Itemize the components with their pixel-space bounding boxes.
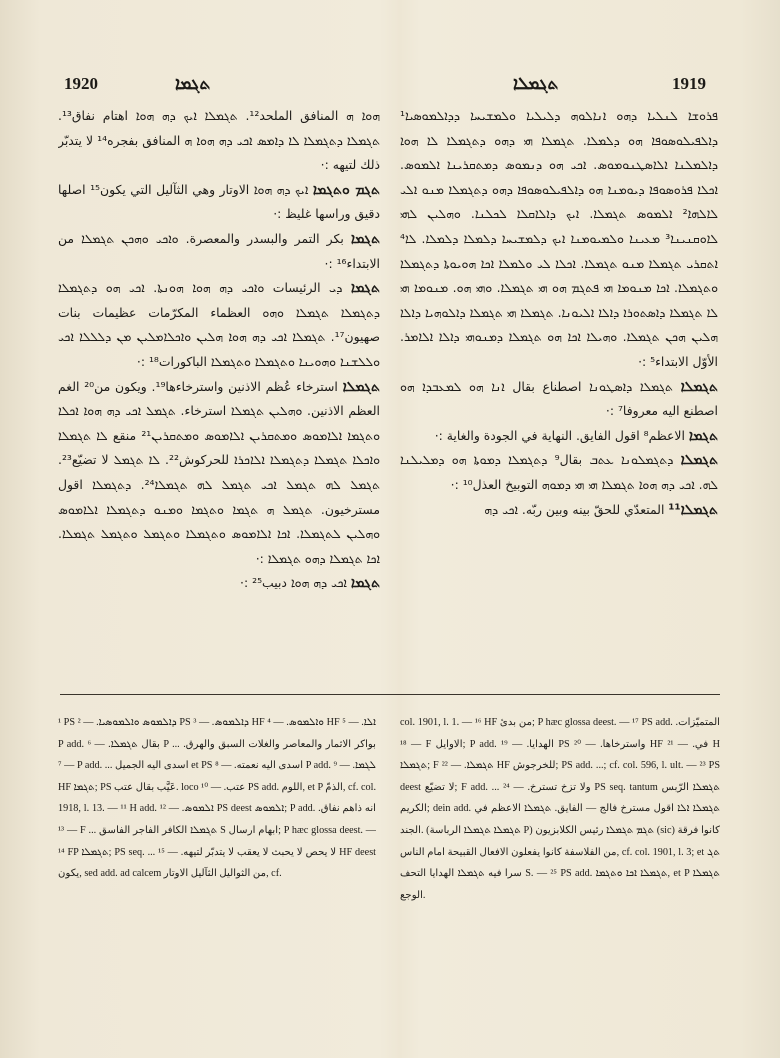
entry-headword: ܬܓܡ ܘܬܓܡܐ	[312, 181, 380, 198]
left-page-number: 1920	[64, 74, 98, 93]
entry-text: ܬܓܡܠܐ ܕܐܣܛܘܢܐ اصطناع بقال ܐܢܐ ܗܘ ܠܡܥܒܕܐ ܗܘ اصطنع اليه معروفا⁷ :·	[400, 378, 718, 419]
entry-headword: ܬܓܡܐ	[350, 575, 380, 592]
left-running-headword: ܬܓܡܐ	[175, 74, 211, 94]
entry-paragraph	[400, 104, 718, 375]
entry-headword: ܬܓܡܠܐ	[680, 452, 718, 469]
footnote-divider	[60, 694, 720, 695]
entry-text: ܗܘܐ ܗ المنافق الملحد¹². ܬܓܡܠܐ ܐܝܟ ܕܗ ܗܘܐ اهتام نفاق¹³. ܬܓܡܠܐ ܕܬܓܡܠܐ ܠܐ ܕܐܡܣ ܐܟܝ ܕܗ ܗܘܐ ܗ المنافق بفجره¹⁴ لا يتدبّر ذلك لتيهه :·	[58, 108, 380, 173]
entry-headword: ܬܓܡܐ	[350, 230, 380, 247]
entry-paragraph	[400, 448, 718, 497]
entry-headword: ܬܓܡܠܐ	[680, 378, 718, 395]
entry-headword: ܬܓܡܠܐ	[342, 378, 380, 395]
footnotes-right	[400, 712, 720, 1030]
right-page-number: 1919	[672, 74, 706, 93]
left-text-column	[58, 104, 380, 684]
entry-paragraph	[58, 227, 380, 276]
entry-paragraph	[58, 375, 380, 572]
entry-text: ܕܬܓܡܠܘܢܐ ܥܬܒ بقال⁹ ܕܬܓܡܠܐ ܕܡܘܬܐ ܗܘ ܕܡܠܝܠܢܐ ܠܗ. ܐܟܝ ܕܗ ܗܘܐ ܬܓܡܠܐ ܗܝ ܗܝ ܕܡܘܗ التوبيخ العذل¹⁰ :·	[400, 452, 718, 492]
entry-text: بكر التمر والبسدر والمعصرة. ܘܐܟܝ ܘܗܟܢ ܬܓܡܠܐ من الابتداء¹⁶ :·	[58, 230, 380, 271]
entry-text: ܐܝܟ ܕܗ ܗܘܐ الاوتار وهي الثآليل التي يكون¹⁵ اصلها دقيق وراسها غليظ :·	[58, 181, 380, 222]
footnote-block: col. 1901, l. 1. — ¹⁶ HF من بدئ; P hæc glossa deest. — ¹⁷ PS add. المتميّزات. — ¹⁸ F الاوايل; P add. الهدايا. — ¹⁹ PS واسترخاها. — ²⁰ HF في. — ²¹ H ܬܓܡܠܐ; F ܬܓܡܠܐ. — ²² HF للخرجوش; PS add. ...; cf. col. 596, l. ult. — ²³ PS deest لا تضيّع; F add. ... ولا تزخ تسترخ. — ²⁴ PS seq. tantum ܬܓܡܠܐ الرّبس الكريم; dein add. ܬܓܡܠܐ ܐܠܐ اقول مسترخ فالج — الفايق. ܬܓܡܠܐ الاعظم في الجند. (ܬܓܡܠܐ ܬܓܡܠܐ الرباسة P) ܬܓܡ ܬܓܡܠܐ رئيس الكلابزيون (sic) كانوا فرقة من الفلاسفة كانوا يفعلون الافعال القبيحة امام الناس, cf. col. 1901, l. 3; et ܬܓ سرا فيه ܬܓܡܠܐ الهدايا التحف S. — ²⁵ PS add. ܬܓܡܠܐ ܐܟܐ ܘܬܓܡܐ, et P ܬܓܡܠܐ الوجع.	[400, 717, 720, 901]
entry-headword: ܬܓܡܠܐ¹¹	[668, 501, 718, 518]
footnote-block: ¹ PS ܕܐܠܡܘܣ ܘܐܠܡܘܣܝܐ. — ² PS ܕܐܠܡܘܣ. — ³ HF ܘܐܠܡܘܣ. — ⁴ HF ܐܠܐ. — ⁵ P add. بقال ܬܓܡܠܐ. — ⁶ P ... بواكر الاثمار والمعاصر والغلات السبق والهرق. — ⁷ P add. ... اسدى اليه الجميل et PS اسدى اليه نعمته. — ⁸ P add. ܠܓܡܐ. — ⁹ HF ܬܓܡܐ; PS عَيَّب بقال عتب. loco عتب. — ¹⁰ PS add. اللوم, et P الذمّ, cf. col. 1918, l. 13. — ¹¹ H add. ܐܠܡܘܣ. — ¹² PS deest ܐܠܡܘܣ; P add. انه ذاهم نفاق. — ¹³ F ... ܬܓܡܠܐ الكافر الفاجر الفاسق S ابهام ارسال; P hæc glossa deest. — ¹⁴ FP ܬܓܡܠܐ; PS seq. ... لا يحص لا يحبث لا يعقب لا يتدبّر لتيهه. — ¹⁵ HF deest يكون, sed add. ad calcem من الثواليل الثآليل الاوتار, cf.	[58, 717, 376, 880]
entry-headword: ܬܓܡܐ	[688, 427, 718, 444]
entry-paragraph	[58, 276, 380, 374]
entry-paragraph	[58, 104, 380, 178]
entry-headword: ܬܓܡܐ	[350, 280, 380, 297]
entry-text: ܐܟܝ ܕܗ ܗܘܐ دبيب²⁵ :·	[240, 575, 347, 591]
entry-paragraph	[400, 424, 718, 449]
entry-text: المتعدّي للحقّ بينه وبين ربّه. ܐܟܝ ܕܗ	[484, 501, 665, 517]
entry-paragraph	[400, 498, 718, 523]
right-text-column	[400, 104, 718, 652]
entry-paragraph	[58, 178, 380, 227]
entry-text: استرخاء عُظم الاذنين واسترخاءها¹⁹. ويكون من²⁰ الغم العظم الاذنين. ܘܗܠܝܢ ܬܓܡܠܐ استرخاء. ܬܓܡܠ ܐܟܝ ܕܗ ܗܘܐ ܐܟܠܐ ܘܬܓܡܐ ܐܠܐܡܘܣ ܘܡܬܩܪܝܢ ܐܠܐܡܘܣ ܘܡܬܩܪܝܢ²¹ منقع ܠܐ ܬܓܡܠܐ ܘܐܟܠܐ ܬܓܡܠܐ ܕܬܓܡܠܐ ܐܠܐܟܪܐ للحركوش²². ܠܐ ܬܓܡܠ لا تضيّع²³. ܬܓܡܠ ܠܗ ܬܓܡܠ ܐܟܝ ܬܓܡܠ ܠܗ ܬܓܡܠܐ²⁴. ܕܬܓܡܠܐ اقول مسترخيون. ܬܓܡܠ ܗ ܬܓܡܐ ܘܬܓܡܐ ܘܡܢܘ ܕܬܓܡܠܐ ܐܠܐܡܘܣ ܘܗܠܝܢ ܠܬܓܡܠܐ. ܐܟܐ ܐܠܐܡܘܣ ܘܬܓܡܠܐ ܘܬܓܡܠ ܘܬܓܡܠ ܬܓܡܠܐ. ܐܟܐ ܬܓܡܠܐ ܕܗܘ ܬܓܡܠܐ :·	[58, 378, 380, 566]
entry-paragraph	[400, 375, 718, 424]
right-running-headword: ܬܓܡܠܐ	[513, 74, 559, 94]
entry-text: ܦܪܘܫܐ ܠܢܠܝܐ ܕܗܘ ܐܢܐܠܘܗ ܕܠܝܠܝܐ ܘܠܡܫܝܚܐ ܕܕܐܠܡܘܣܝܐ¹ ܕܐܠܦܝܠܘܣܘܦܐ ܗܘ ܕܠܡܠܐ. ܬܓܡܠܐ ܗܝ ܕܗܘ ܕܬܓܡܠܐ ܠܐ ܗܘܐ ܕܐܠܡܠܢܐ ܐܠܐܣܛܢܘܡܘܣ. ܐܟܝ ܗܘ ܕܢܡܘܣ ܕܡܬܩܪܝܢܐ ܐܠܡܘܣ. ܐܟܠܐ ܦܪܘܣܘܦܐ ܕܝܘܡܢܐ ܗܘ ܕܐܠܦܝܠܘܣܘܦܐ ܕܗܘ ܕܬܓܡܠܐ ܡܢܘ ܐܠܝ ܠܐܠܗܐ² ܐܠܡܘܣ ܬܓܡܠܐ. ܐܝܟ ܕܐܠܐܩܠܐ ܠܟܠܢܐ. ܘܗܠܝܢ ܠܗܝ ܠܐܘܩܢܝܢܐ³ ܡܥܝܢܐ ܘܠܡܝܘܡܢܐ ܐܝܟ ܕܠܡܫܝܚܐ ܕܠܡܠܐ ܕܠܡܠܐ. ܠܐ⁴ ܐܬܩܪܝ ܬܓܡܠܐ ܡܢܘ ܬܓܡܠܐ. ܐܟܠܐ ܠܝ ܘܠܡܠܐ ܐܟܐ ܗܘܝܘܬܐ ܕܬܓܡܠܐ ܘܬܓܡܠܐ. ܐܟܐ ܡܢܘܡܐ ܗܝ ܦܬܓܡ ܗܘ ܗܝ ܬܓܡܠܐ. ܘܗܝ ܗܘ. ܡܢܘܡܐ ܗܝ ܠܐ ܬܓܡܠܐ ܕܐܣܬܘܪܐ ܕܐܠܐ ܐܠܝܘܢܐ. ܬܓܡܠܐ ܗܝ ܬܓܡܠܐ ܕܐܠܘܗܝܐ ܕܐܠܐ ܗܠܝܢ ܗܟܢ ܬܓܡܠܐ. ܘܗܝܠܐ ܐܟܐ ܗܘ ܬܓܡܠܐ ܕܡܢܘܗܝ ܕܐܠܐ ܐܠܐܡܪ. الأوّل الابتداء⁵ :·	[400, 108, 718, 369]
entry-text: الاعظم⁸ اقول الفايق. النهاية في الجودة والغاية :·	[434, 427, 685, 443]
entry-text: ܕܝ الرئيسات ܘܐܟܝ ܕܗ ܗܘܐ ܗܘܢܬܐ. ܐܟܝ ܗܘ ܕܬܓܡܠܐ ܕܬܓܡܠܐ ܬܓܡܠܐ ܘܗܘ العظماء المكرّمات عظيمات بنات صهيون¹⁷. ܬܓܡܠܐ ܐܟܝ ܕܗ ܗܘܐ ܗܠܝܢ ܘܐܟܠܐܡܠܝܢ ܡܢ ܕܠܠܠܐ ܐܟܝ ܘܠܠܫܢܐ ܘܗܘܝܢܐ ܘܬܓܡܠܐ ܘܬܓܡܠܐ الباكورات¹⁸ :·	[58, 280, 380, 369]
footnotes-left	[58, 712, 376, 1030]
entry-paragraph	[58, 571, 380, 596]
